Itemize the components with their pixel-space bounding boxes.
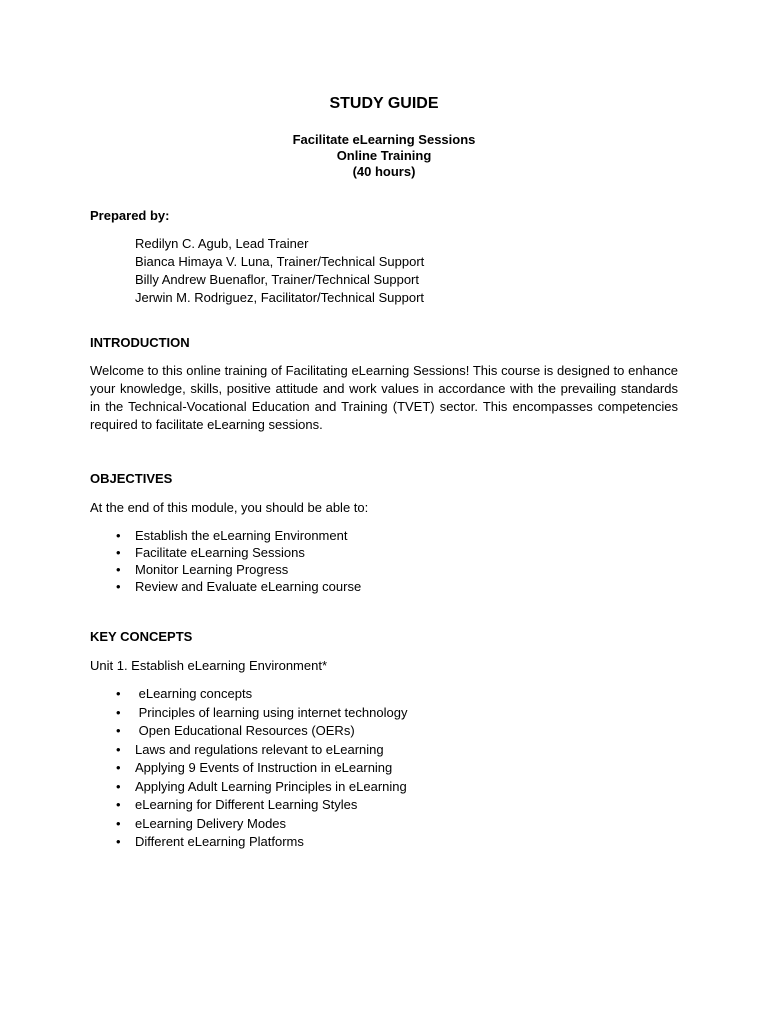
concept-text: Applying 9 Events of Instruction in eLearning [135, 760, 393, 775]
bullet-icon: • [116, 545, 121, 560]
concept-text: eLearning concepts [135, 686, 253, 701]
bullet-icon: • [116, 704, 121, 720]
concept-text: Laws and regulations relevant to eLearning [135, 741, 384, 757]
document-title: STUDY GUIDE [329, 95, 439, 112]
bullet-icon: • [116, 686, 121, 701]
concept-text: eLearning for Different Learning Styles [135, 797, 358, 812]
concept-text: Applying Adult Learning Principles in eLearning [135, 778, 407, 794]
bullet-icon: • [116, 797, 121, 812]
bullet-icon: • [116, 760, 121, 775]
key-concepts-heading: KEY CONCEPTS [90, 629, 193, 644]
concept-text: Principles of learning using internet technology [135, 704, 408, 720]
bullet-icon: • [116, 562, 121, 577]
concept-text: Open Educational Resources (OERs) [135, 723, 355, 738]
course-title: Facilitate eLearning Sessions [292, 132, 476, 147]
bullet-icon: • [116, 778, 121, 794]
concept-text: eLearning Delivery Modes [135, 815, 287, 831]
objective-text: Facilitate eLearning Sessions [135, 545, 305, 560]
introduction-paragraph: Welcome to this online training of Facilitating eLearning Sessions! This course is designed to enhance your knowledge, skills, positive attitude and work values in accordance with the prevailing standards in the Technical-Vocational Education and Training (TVET) sector. This encompasses competencies required to facilitate eLearning sessions. [90, 363, 678, 432]
preparer-name: Redilyn C. Agub, Lead Trainer [135, 236, 309, 251]
preparer-name: Jerwin M. Rodriguez, Facilitator/Technical Support [135, 290, 425, 305]
concept-text: Different eLearning Platforms [135, 834, 304, 849]
unit-label: Unit 1. Establish eLearning Environment* [90, 658, 328, 673]
preparer-name: Bianca Himaya V. Luna, Trainer/Technical Support [135, 254, 425, 269]
bullet-icon: • [116, 579, 121, 594]
objective-text: Review and Evaluate eLearning course [135, 579, 362, 594]
bullet-icon: • [116, 815, 121, 831]
bullet-icon: • [116, 723, 121, 738]
introduction-heading: INTRODUCTION [90, 335, 190, 350]
training-mode: Online Training [336, 148, 432, 163]
training-duration: (40 hours) [352, 164, 416, 179]
prepared-by-heading: Prepared by: [90, 208, 170, 223]
bullet-icon: • [116, 741, 121, 757]
objective-text: Monitor Learning Progress [135, 562, 289, 577]
bullet-icon: • [116, 834, 121, 849]
objectives-heading: OBJECTIVES [90, 471, 173, 486]
objective-text: Establish the eLearning Environment [135, 528, 348, 543]
objectives-intro: At the end of this module, you should be able to: [90, 500, 369, 515]
preparer-name: Billy Andrew Buenaflor, Trainer/Technical Support [135, 272, 419, 287]
bullet-icon: • [116, 528, 121, 543]
